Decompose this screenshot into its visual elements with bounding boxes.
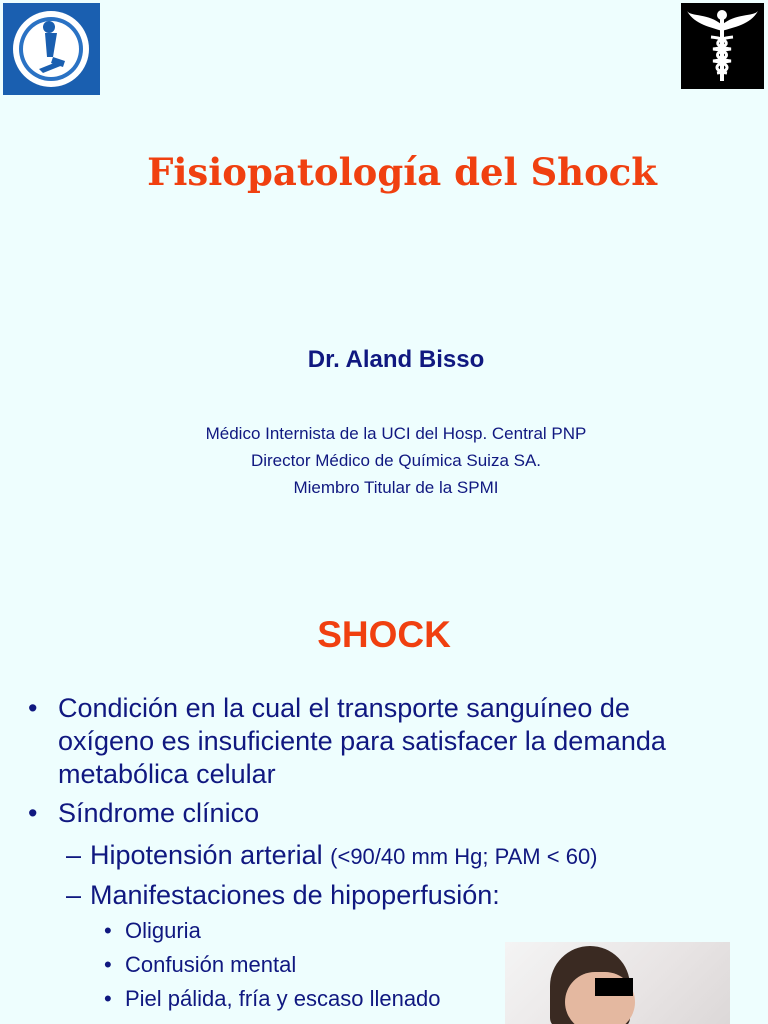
bullet-text: Condición en la cual el transporte sanguíneo de oxígeno es insuficiente para satisfacer la demanda metabólica celular [58, 693, 666, 789]
sub-bullet-item [28, 876, 718, 914]
caduceus-icon [681, 3, 764, 89]
bullet-text: Síndrome clínico [58, 798, 260, 828]
sub-bullet-text: Manifestaciones de hipoperfusión: [90, 880, 500, 910]
affiliations-list [0, 420, 768, 501]
sub-sub-bullet-text: Confusión mental [125, 952, 297, 977]
sub-bullet-text: Hipotensión arterial [90, 840, 323, 870]
bullet-mark: • [104, 918, 112, 943]
sub-bullet-note: (<90/40 mm Hg; PAM < 60) [330, 844, 598, 869]
sub-bullet-item [28, 836, 718, 876]
bullet-mark: • [104, 952, 112, 977]
privacy-bar [595, 978, 633, 996]
author-name: Dr. Aland Bisso [307, 346, 485, 373]
dash-mark: – [66, 880, 82, 910]
shock-slide [0, 596, 768, 1024]
affiliation-line: Director Médico de Química Suiza SA. [250, 451, 542, 470]
slide-title: SHOCK [317, 614, 451, 655]
dash-mark: – [66, 840, 82, 870]
sub-sub-bullet-text: Piel pálida, fría y escaso llenado [125, 986, 441, 1011]
bullet-mark: • [28, 798, 38, 828]
slide-title: Fisiopatología del Shock [147, 150, 657, 194]
patient-photo [505, 942, 730, 1024]
sub-sub-bullet-text: Oliguria [125, 918, 201, 943]
bullet-item [28, 797, 718, 830]
bullet-mark: • [28, 693, 38, 723]
society-logo-icon [3, 3, 100, 95]
bullet-item [28, 692, 718, 791]
bullet-mark: • [104, 986, 112, 1011]
affiliation-line: Miembro Titular de la SPMI [293, 478, 499, 497]
affiliation-line: Médico Internista de la UCI del Hosp. Central PNP [205, 424, 587, 443]
